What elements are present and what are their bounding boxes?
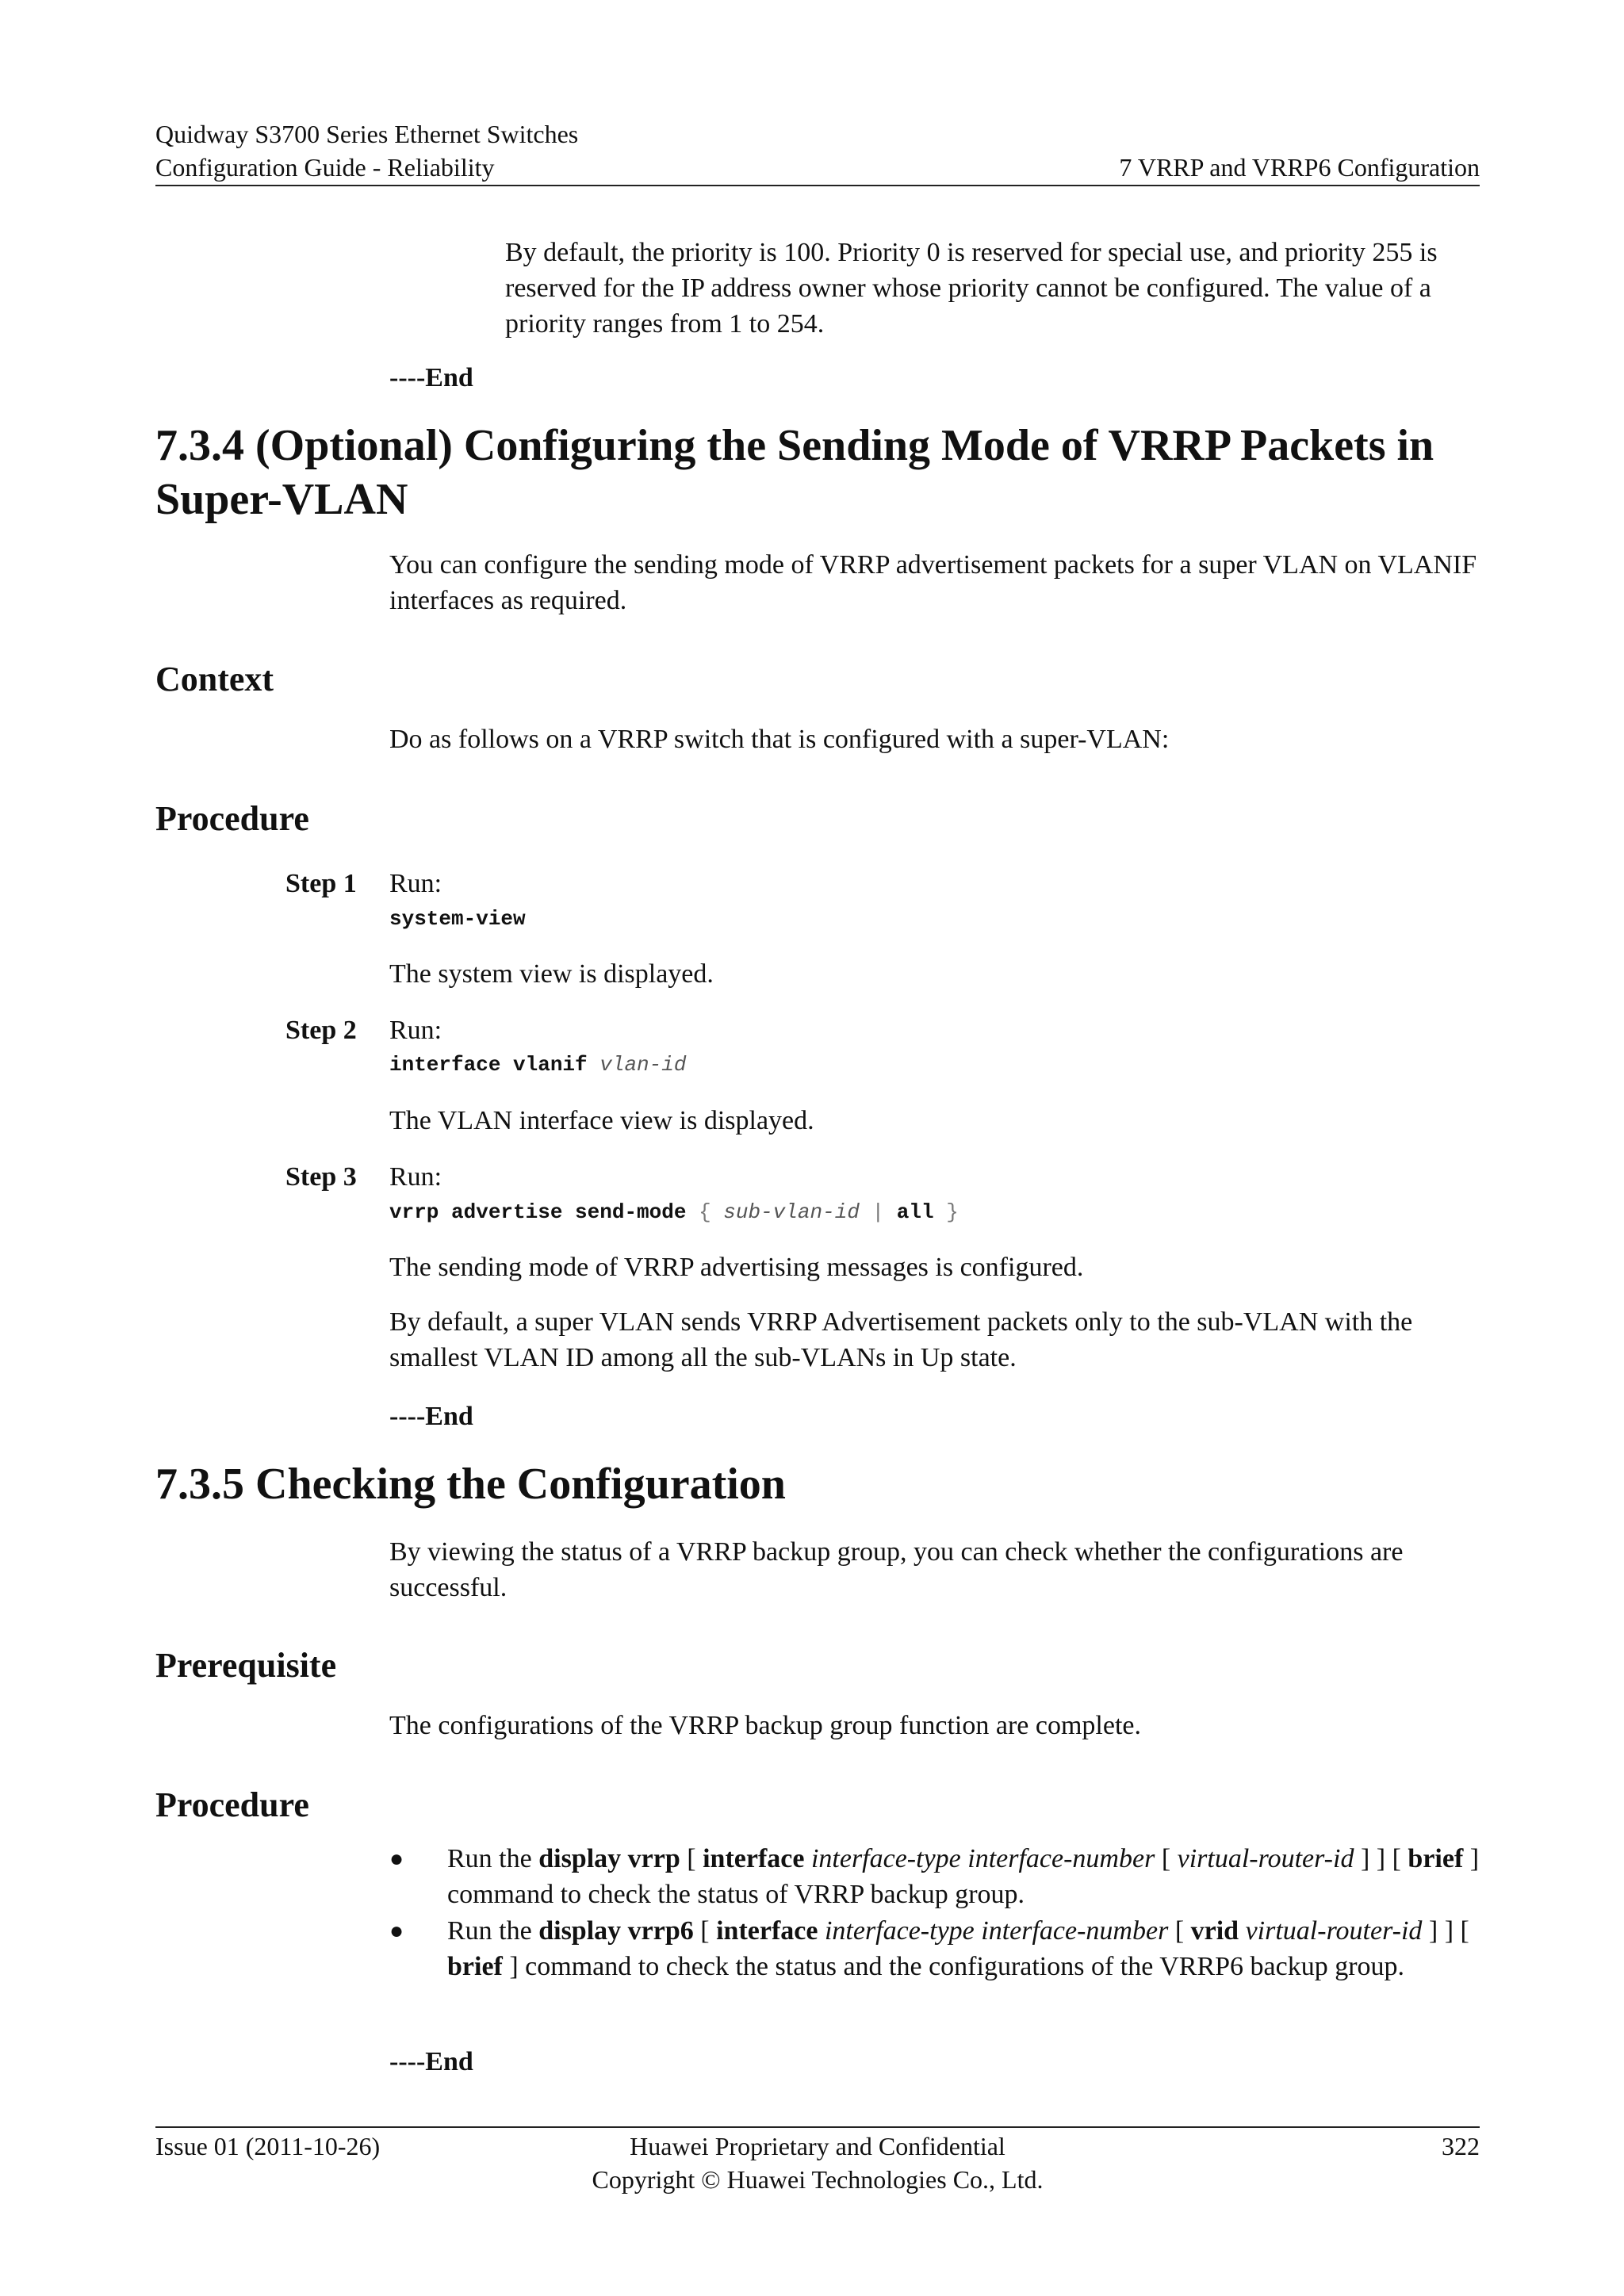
header-chapter: 7 VRRP and VRRP6 Configuration (1119, 153, 1480, 182)
step-2-command: interface vlanif vlan-id (389, 1053, 687, 1077)
step-1-command: system-view (389, 907, 526, 931)
section-title-7-3-5: 7.3.5 Checking the Configuration (155, 1460, 786, 1509)
footer-copyright-line: Copyright © Huawei Technologies Co., Ltd. (592, 2165, 1044, 2194)
priority-paragraph: By default, the priority is 100. Priority 0 is reserved for special use, and priority 255 is reserved for the IP address owner whose priority cannot be configured. The value of a priority ranges from 1 to 254. (505, 238, 1438, 339)
end-marker: ----End (389, 2047, 473, 2076)
page-number: 322 (1442, 2132, 1480, 2160)
header-product: Quidway S3700 Series Ethernet Switches (155, 120, 579, 148)
step-3-label: Step 3 (285, 1162, 357, 1192)
step-2-desc: The VLAN interface view is displayed. (389, 1106, 814, 1135)
context-text: Do as follows on a VRRP switch that is configured with a super-VLAN: (389, 725, 1170, 754)
section-summary-7-3-5: By viewing the status of a VRRP backup group, you can check whether the configurations are successful. (389, 1537, 1404, 1602)
footer-rule (155, 2126, 1480, 2128)
step-3-note: By default, a super VLAN sends VRRP Advertisement packets only to the sub-VLAN with the smallest VLAN ID among all the sub-VLANs in Up state. (389, 1307, 1413, 1372)
context-heading: Context (155, 660, 274, 698)
section-title-7-3-4: 7.3.4 (Optional) Configuring the Sending Mode of VRRP Packets in Super-VLAN (155, 421, 1434, 524)
bullet-display-vrrp: Run the display vrrp [ interface interface-type interface-number [ virtual-router-id ] ] [ brief ] command to check the status of VRRP backup group. (447, 1844, 1480, 1909)
header-guide: Configuration Guide - Reliability (155, 153, 495, 182)
step-3-desc: The sending mode of VRRP advertising messages is configured. (389, 1253, 1084, 1282)
prerequisite-heading: Prerequisite (155, 1646, 337, 1685)
footer-issue: Issue 01 (2011-10-26) (155, 2132, 381, 2160)
bullet-icon: ● (389, 1846, 404, 1872)
step-2-run: Run: (389, 1016, 442, 1045)
procedure-heading: Procedure (155, 799, 309, 838)
step-1-label: Step 1 (285, 869, 357, 898)
step-2-label: Step 2 (285, 1016, 357, 1045)
end-marker: ----End (389, 1402, 473, 1431)
bullet-display-vrrp6: Run the display vrrp6 [ interface interface-type interface-number [ vrid virtual-router-id ] ] [ brief ] command to check the status and the configurations of the VRRP6 backup group. (447, 1916, 1469, 1981)
section-summary-7-3-4: You can configure the sending mode of VRRP advertisement packets for a super VLAN on VLANIF interfaces as required. (389, 550, 1477, 615)
procedure-heading: Procedure (155, 1785, 309, 1824)
bullet-icon: ● (389, 1918, 404, 1944)
step-3-run: Run: (389, 1162, 442, 1192)
step-3-command: vrrp advertise send-mode { sub-vlan-id | all } (389, 1200, 959, 1224)
end-marker: ----End (389, 363, 473, 392)
footer-copyright (155, 2130, 1480, 2196)
prerequisite-text: The configurations of the VRRP backup group function are complete. (389, 1711, 1141, 1740)
step-1-desc: The system view is displayed. (389, 959, 714, 989)
header-rule (155, 185, 1480, 186)
step-1-run: Run: (389, 869, 442, 898)
footer-proprietary: Huawei Proprietary and Confidential (630, 2132, 1005, 2160)
page-header (155, 117, 1480, 184)
